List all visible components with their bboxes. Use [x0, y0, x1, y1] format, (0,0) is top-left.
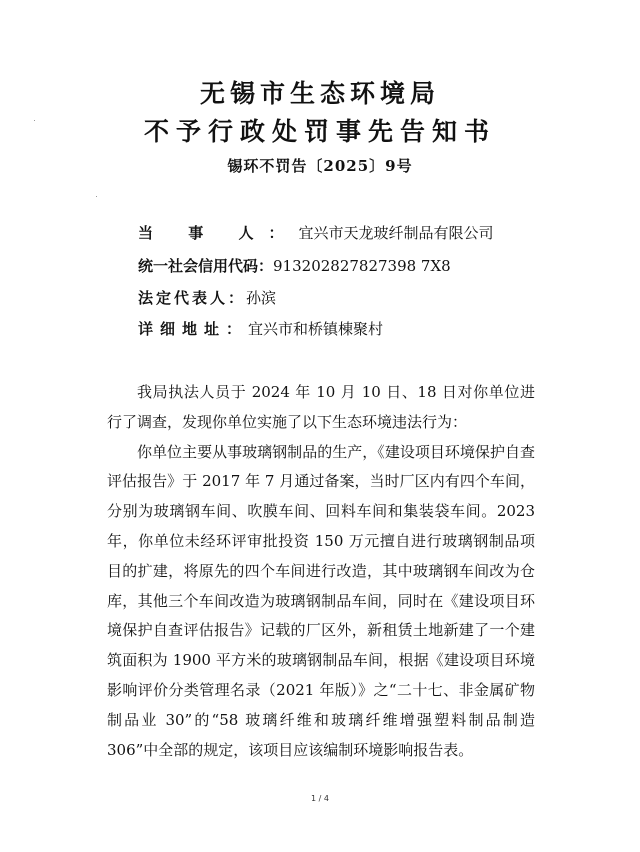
legal-representative-row — [138, 287, 276, 308]
document-number: 锡环不罚告〔2025〕9号 — [227, 157, 413, 175]
scan-speck — [96, 196, 97, 197]
credit-code-row — [138, 255, 451, 276]
credit-code-label: 统一社会信用代码： — [138, 257, 274, 275]
address-label: 详细地址： — [138, 320, 249, 338]
credit-code-value: 913202827827398 7X8 — [273, 257, 451, 275]
agency-title: 无锡市生态环境局 — [199, 79, 440, 108]
party-name-value: 宜兴市天龙玻纤制品有限公司 — [298, 224, 494, 242]
party-name-row — [138, 222, 493, 243]
legal-representative-label: 法定代表人： — [138, 289, 247, 307]
page-number: 1 / 4 — [311, 794, 329, 803]
document-type-title: 不予行政处罚事先告知书 — [143, 117, 496, 146]
body-paragraph: 我局执法人员于 2024 年 10 月 10 日、18 日对你单位进行了调查，发现你单位实施了以下生态环境违法行为： — [107, 383, 535, 431]
legal-representative-value: 孙滨 — [246, 289, 277, 307]
body-paragraph: 你单位主要从事玻璃钢制品的生产，《建设项目环境保护自查评估报告》于 2017 年 7 月通过备案，当时厂区内有四个车间，分别为玻璃钢车间、吹膜车间、回料车间和集装袋车间。2023 年，你单位未经环评审批投资 150 万元擅自进行玻璃钢制品项目的扩建，将原先的四个车间进行改造，其中玻璃钢车间改为仓库，其他三个车间改造为玻璃钢制品车间，同时在《建设项目环境保护自查评估报告》记载的厂区外，新租赁土地新建了一个建筑面积为 1900 平方米的玻璃钢制品车间，根据《建设项目环境影响评价分类管理名录（2021 年版）》之“二十七、非金属矿物制品业 30”的“58 玻璃纤维和玻璃纤维增强塑料制品制造 306”中全部的规定，该项目应该编制环境影响报告表。 — [107, 442, 535, 759]
scan-speck — [34, 120, 35, 121]
notice-body — [107, 378, 535, 765]
address-value: 宜兴市和桥镇棟聚村 — [248, 320, 384, 338]
party-name-label: 当 事 人： — [138, 224, 299, 242]
address-row — [138, 318, 383, 339]
